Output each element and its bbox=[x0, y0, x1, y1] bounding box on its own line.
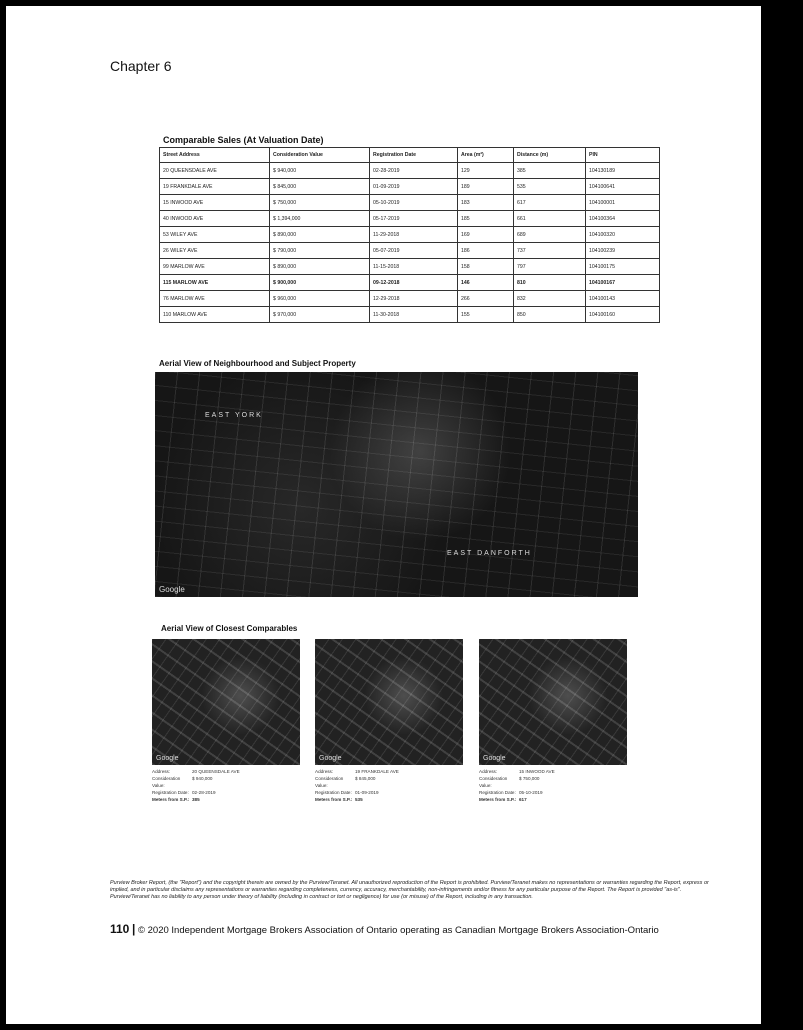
table-cell: 12-29-2018 bbox=[370, 291, 458, 307]
header-cell: Area (m²) bbox=[458, 148, 514, 163]
table-cell: 385 bbox=[514, 163, 586, 179]
table-cell: 09-12-2018 bbox=[370, 275, 458, 291]
comparable-sales-table bbox=[159, 147, 660, 323]
map-label-east-york: EAST YORK bbox=[205, 412, 263, 419]
header-cell: PIN bbox=[586, 148, 660, 163]
table-cell: 104100160 bbox=[586, 307, 660, 323]
map-label-east-danforth: EAST DANFORTH bbox=[447, 550, 532, 557]
binder-hole-bar bbox=[766, 236, 780, 270]
header-cell: Registration Date bbox=[370, 148, 458, 163]
google-logo: Google bbox=[319, 755, 342, 762]
document-page bbox=[6, 6, 761, 1024]
table-cell: 11-15-2018 bbox=[370, 259, 458, 275]
binder-hole-bar bbox=[766, 808, 780, 842]
comparable-aerial-3[interactable] bbox=[479, 639, 627, 765]
table-cell: 146 bbox=[458, 275, 514, 291]
table-cell: 110 MARLOW AVE bbox=[160, 307, 270, 323]
binder-hole-bar bbox=[766, 340, 780, 374]
table-cell: $ 750,000 bbox=[270, 195, 370, 211]
table-row bbox=[160, 275, 660, 291]
table-row bbox=[160, 179, 660, 195]
table-cell: 850 bbox=[514, 307, 586, 323]
neighbourhood-map-title: Aerial View of Neighbourhood and Subject Property bbox=[159, 359, 356, 368]
table-row bbox=[160, 259, 660, 275]
table-cell: 535 bbox=[514, 179, 586, 195]
binder-hole-bar bbox=[766, 496, 780, 530]
comparable-caption-1: Address: 20 QUEENSDALE AVE Consideration Value: $ 940,000 Registration Date: 02-28-2019 Meters from S.P.: 385 bbox=[152, 769, 240, 802]
table-cell: 189 bbox=[458, 179, 514, 195]
table-cell: $ 970,000 bbox=[270, 307, 370, 323]
table-row bbox=[160, 291, 660, 307]
table-row bbox=[160, 211, 660, 227]
table-cell: 104100239 bbox=[586, 243, 660, 259]
table-cell: 104100641 bbox=[586, 179, 660, 195]
table-header-row bbox=[160, 148, 660, 163]
page-number: 110 bbox=[110, 922, 130, 936]
table-row bbox=[160, 307, 660, 323]
table-cell: 661 bbox=[514, 211, 586, 227]
table-cell: 53 WILEY AVE bbox=[160, 227, 270, 243]
binder-hole-bar bbox=[766, 28, 780, 62]
table-cell: 186 bbox=[458, 243, 514, 259]
binder-hole-bar bbox=[766, 704, 780, 738]
table-cell: 617 bbox=[514, 195, 586, 211]
page-footer bbox=[110, 922, 659, 936]
comparable-aerial-1[interactable] bbox=[152, 639, 300, 765]
google-logo: Google bbox=[483, 755, 506, 762]
table-cell: $ 900,000 bbox=[270, 275, 370, 291]
google-logo: Google bbox=[156, 755, 179, 762]
table-cell: 40 INWOOD AVE bbox=[160, 211, 270, 227]
table-cell: 15 INWOOD AVE bbox=[160, 195, 270, 211]
table-cell: 266 bbox=[458, 291, 514, 307]
binder-hole-bar bbox=[766, 80, 780, 114]
table-cell: 104100175 bbox=[586, 259, 660, 275]
table-cell: $ 940,000 bbox=[270, 163, 370, 179]
table-cell: 185 bbox=[458, 211, 514, 227]
header-cell: Consideration Value bbox=[270, 148, 370, 163]
comparable-caption-2: Address: 19 FRANKDALE AVE Consideration Value: $ 845,000 Registration Date: 01-09-2019 Meters from S.P.: 535 bbox=[315, 769, 399, 802]
binder-hole-bar bbox=[766, 652, 780, 686]
binder-hole-bar bbox=[766, 392, 780, 426]
table-cell: 129 bbox=[458, 163, 514, 179]
table-cell: 76 MARLOW AVE bbox=[160, 291, 270, 307]
table-cell: $ 845,000 bbox=[270, 179, 370, 195]
table-cell: 11-30-2018 bbox=[370, 307, 458, 323]
disclaimer-text: Purview Broker Report, (the "Report") and the copyright therein are owned by the Purview/Teranet. All unauthorized reproduction of the Report is prohibited. Purview/Teranet makes no representations or warranties regarding the Report, express or implied, and in particular disclaims any representations or warranties regarding completeness, currency, accuracy, merchantability, non-infringements and/or fitness for any particular purpose of the Report. The Report is provided "as-is". Purview/Teranet has no liability to any person under theory of liability (including in contract or tort or negligence) for use (or misuse) of the Report, including in any transaction. bbox=[110, 880, 709, 900]
table-cell: 183 bbox=[458, 195, 514, 211]
header-cell: Street Address bbox=[160, 148, 270, 163]
binder-hole-bar bbox=[766, 912, 780, 946]
table-row bbox=[160, 195, 660, 211]
comparable-aerial-2[interactable] bbox=[315, 639, 463, 765]
table-cell: 104100143 bbox=[586, 291, 660, 307]
table-cell: 737 bbox=[514, 243, 586, 259]
table-cell: $ 960,000 bbox=[270, 291, 370, 307]
binder-hole-bar bbox=[766, 548, 780, 582]
footer-separator: | bbox=[132, 922, 136, 936]
table-row bbox=[160, 163, 660, 179]
table-cell: 832 bbox=[514, 291, 586, 307]
binder-hole-bar bbox=[766, 184, 780, 218]
table-cell: $ 790,000 bbox=[270, 243, 370, 259]
table-row bbox=[160, 227, 660, 243]
table-cell: 158 bbox=[458, 259, 514, 275]
table-cell: 155 bbox=[458, 307, 514, 323]
binder-hole-bar bbox=[766, 288, 780, 322]
comparables-map-title: Aerial View of Closest Comparables bbox=[161, 624, 298, 633]
binder-hole-bar bbox=[766, 860, 780, 894]
table-cell: 689 bbox=[514, 227, 586, 243]
table-cell: 104100320 bbox=[586, 227, 660, 243]
table-cell: 104100167 bbox=[586, 275, 660, 291]
table-cell: $ 1,394,000 bbox=[270, 211, 370, 227]
table-cell: 05-07-2019 bbox=[370, 243, 458, 259]
neighbourhood-aerial-map[interactable] bbox=[155, 372, 638, 597]
table-cell: 115 MARLOW AVE bbox=[160, 275, 270, 291]
table-cell: $ 890,000 bbox=[270, 227, 370, 243]
google-logo: Google bbox=[159, 585, 185, 594]
comparable-caption-3: Address: 15 INWOOD AVE Consideration Value: $ 750,000 Registration Date: 05-10-2019 Meters from S.P.: 617 bbox=[479, 769, 555, 802]
binder-hole-bar bbox=[766, 756, 780, 790]
table-cell: 797 bbox=[514, 259, 586, 275]
binder-hole-bar bbox=[766, 444, 780, 478]
table-row bbox=[160, 243, 660, 259]
header-cell: Distance (m) bbox=[514, 148, 586, 163]
binder-hole-bar bbox=[766, 964, 780, 998]
binder-hole-bar bbox=[766, 132, 780, 166]
table-cell: 05-17-2019 bbox=[370, 211, 458, 227]
table-cell: 01-09-2019 bbox=[370, 179, 458, 195]
table-cell: 169 bbox=[458, 227, 514, 243]
binder-hole-bar bbox=[766, 600, 780, 634]
table-cell: 20 QUEENSDALE AVE bbox=[160, 163, 270, 179]
table-cell: 104100364 bbox=[586, 211, 660, 227]
table-cell: $ 890,000 bbox=[270, 259, 370, 275]
table-cell: 05-10-2019 bbox=[370, 195, 458, 211]
table-cell: 26 WILEY AVE bbox=[160, 243, 270, 259]
table-cell: 11-29-2018 bbox=[370, 227, 458, 243]
table-title: Comparable Sales (At Valuation Date) bbox=[163, 135, 324, 145]
chapter-heading: Chapter 6 bbox=[110, 58, 172, 74]
table-cell: 104100001 bbox=[586, 195, 660, 211]
table-cell: 810 bbox=[514, 275, 586, 291]
footer-copyright: © 2020 Independent Mortgage Brokers Association of Ontario operating as Canadian Mortgage Brokers Association-Ontario bbox=[138, 925, 659, 936]
table-cell: 19 FRANKDALE AVE bbox=[160, 179, 270, 195]
table-cell: 104130189 bbox=[586, 163, 660, 179]
table-cell: 99 MARLOW AVE bbox=[160, 259, 270, 275]
table-cell: 02-28-2019 bbox=[370, 163, 458, 179]
